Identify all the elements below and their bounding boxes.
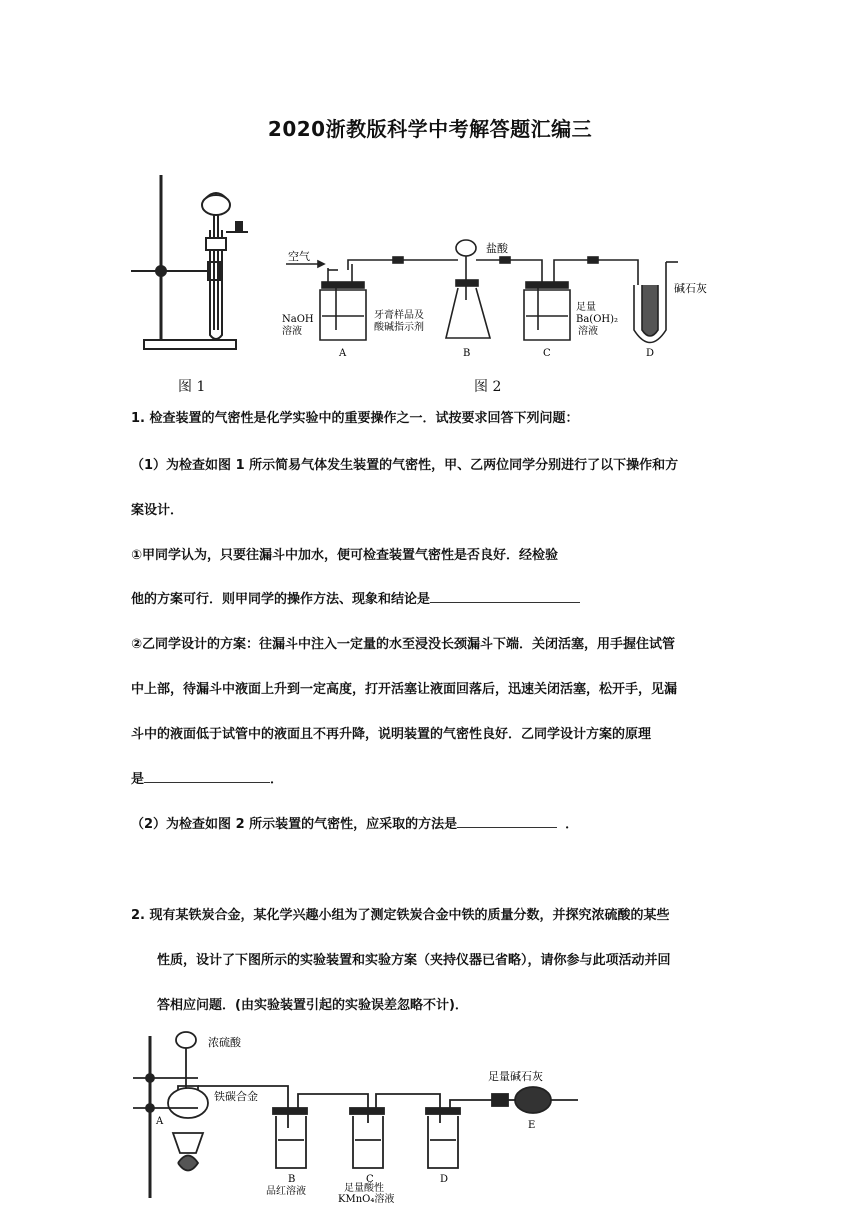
q1-yi-line1: ②乙同学设计的方案：往漏斗中注入一定量的水至浸没长颈漏斗下端．关闭活塞，用手握住试管	[131, 637, 676, 652]
q1-stem: 1. 检查装置的气密性是化学实验中的重要操作之一．试按要求回答下列问题：	[131, 411, 579, 426]
q2-line1: 2. 现有某铁炭合金，某化学兴趣小组为了测定铁炭合金中铁的质量分数，并探究浓硫酸的某些	[131, 908, 670, 923]
q1-yi-line3: 斗中的液面低于试管中的液面且不再升降，说明装置的气密性良好．乙同学设计方案的原理	[131, 727, 652, 742]
figure-3-apparatus	[128, 1028, 588, 1203]
fig2-label-c: C	[543, 348, 551, 359]
fig3-label-e: E	[528, 1120, 536, 1131]
q1-jia-question-text: 他的方案可行．则甲同学的操作方法、现象和结论是	[131, 592, 431, 607]
figure-2-caption: 图 2	[474, 379, 502, 395]
fig2-baoh-label-2: Ba(OH)₂	[576, 314, 619, 325]
q2-line2: 性质，设计了下图所示的实验装置和实验方案（夹持仪器已省略），请你参与此项活动并回	[157, 953, 671, 968]
fig2-air-label: 空气	[288, 250, 310, 263]
answer-blank-3[interactable]	[457, 813, 557, 828]
fig3-label-b: B	[288, 1174, 296, 1185]
fig3-h2so4-label: 浓硫酸	[208, 1036, 241, 1049]
q1-yi-line4	[131, 768, 283, 787]
q1-yi-shi: 是	[131, 772, 145, 787]
fig2-label-a: A	[339, 348, 347, 359]
q1-part1-jia-line2	[131, 588, 580, 607]
fig2-sample-label-1: 牙膏样品及	[374, 310, 424, 321]
fig3-label-c: C	[366, 1174, 374, 1185]
q1-part2-end: ．	[565, 817, 579, 832]
q1-part1-line2: 案设计．	[131, 503, 184, 518]
page-title: 2020浙教版科学中考解答题汇编三	[267, 117, 593, 141]
fig3-kmno4-label-2: KMnO₄溶液	[338, 1194, 395, 1203]
answer-blank-2[interactable]	[144, 768, 270, 783]
figure-2-apparatus	[278, 230, 728, 365]
fig3-pinred-label: 品红溶液	[266, 1186, 306, 1197]
q2-line3: 答相应问题．(由实验装置引起的实验误差忽略不计)．	[157, 998, 468, 1013]
q1-part1-jia-line1: ①甲同学认为，只要往漏斗中加水，便可检查装置气密性是否良好．经检验	[131, 548, 559, 563]
fig3-alloy-label: 铁碳合金	[214, 1090, 258, 1103]
fig2-hcl-label: 盐酸	[486, 242, 508, 255]
q1-yi-end: ．	[270, 772, 284, 787]
q1-yi-line2: 中上部，待漏斗中液面上升到一定高度，打开活塞让液面回落后，迅速关闭活塞，松开手，见漏	[131, 682, 678, 697]
fig2-sample-label-2: 酸碱指示剂	[374, 322, 424, 333]
figure-1-caption: 图 1	[178, 379, 206, 395]
figure-1-apparatus	[128, 170, 258, 355]
fig2-naoh-label-2: 溶液	[282, 326, 302, 337]
fig3-kmno4-label-1: 足量酸性	[344, 1183, 384, 1194]
q1-part2	[131, 813, 578, 832]
q1-part2-text: （2）为检查如图 2 所示装置的气密性，应采取的方法是	[131, 817, 458, 832]
fig2-baoh-label-3: 溶液	[578, 326, 598, 337]
fig2-baoh-label-1: 足量	[576, 302, 596, 313]
q1-part1-line1: （1）为检查如图 1 所示简易气体发生装置的气密性，甲、乙两位同学分别进行了以下操作和方	[131, 458, 679, 473]
fig3-label-d: D	[440, 1174, 449, 1185]
fig2-naoh-label-1: NaOH	[282, 314, 314, 325]
fig2-label-d: D	[646, 348, 655, 359]
fig3-label-a: A	[156, 1116, 164, 1127]
fig2-lime-label: 碱石灰	[674, 282, 707, 295]
fig2-label-b: B	[463, 348, 471, 359]
fig3-lime-label: 足量碱石灰	[488, 1070, 543, 1083]
answer-blank-1[interactable]	[430, 588, 580, 603]
